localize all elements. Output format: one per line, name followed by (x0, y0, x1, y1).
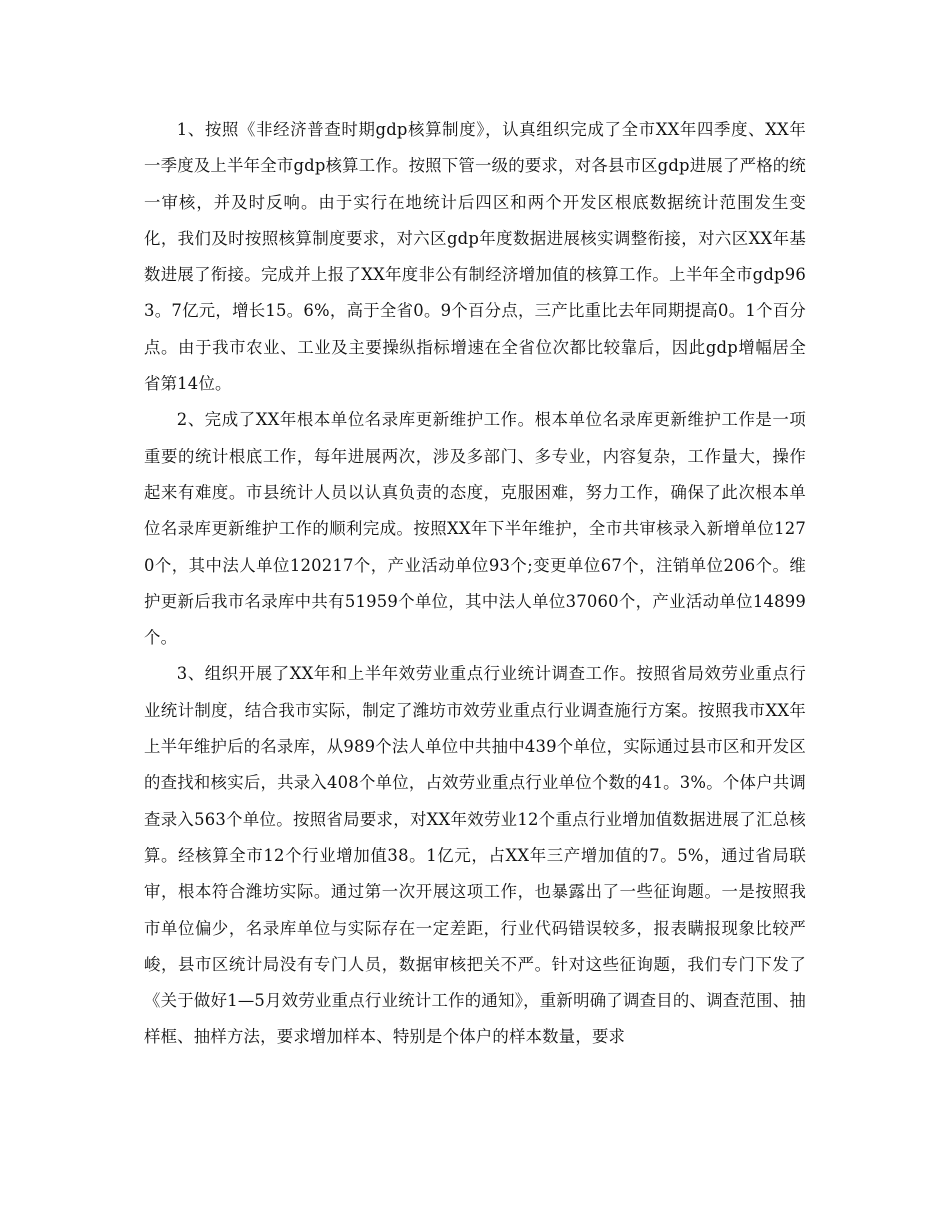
paragraph-gdp-accounting: 1、按照《非经济普查时期gdp核算制度》，认真组织完成了全市XX年四季度、XX年一季度及上半年全市gdp核算工作。按照下管一级的要求，对各县市区gdp进展了严格的统一审核，并及时反响。由于实行在地统计后四区和两个开发区根底数据统计范围发生变化，我们及时按照核算制度要求，对六区gdp年度数据进展核实调整衔接，对六区XX年基数进展了衔接。完成并上报了XX年度非公有制经济增加值的核算工作。上半年全市gdp963。7亿元，增长15。6%，高于全省0。9个百分点，三产比重比去年同期提高0。1个百分点。由于我市农业、工业及主要操纵指标增速在全省位次都比较靠后，因此gdp增幅居全省第14位。 (144, 120, 806, 394)
paragraph-service-survey: 3、组织开展了XX年和上半年效劳业重点行业统计调查工作。按照省局效劳业重点行业统计制度，结合我市实际，制定了潍坊市效劳业重点行业调查施行方案。按照我市XX年上半年维护后的名录库，从989个法人单位中共抽中439个单位，实际通过县市区和开发区的查找和核实后，共录入408个单位，占效劳业重点行业单位个数的41。3%。个体户共调查录入563个单位。按照省局要求，对XX年效劳业12个重点行业增加值数据进展了汇总核算。经核算全市12个行业增加值38。1亿元，占XX年三产增加值的7。5%，通过省局联审，根本符合潍坊实际。通过第一次开展这项工作，也暴露出了一些征询题。一是按照我市单位偏少，名录库单位与实际存在一定差距，行业代码错误较多，报表瞒报现象比较严峻，县市区统计局没有专门人员，数据审核把关不严。针对这些征询题，我们专门下发了《关于做好1—5月效劳业重点行业统计工作的通知》，重新明确了调查目的、调查范围、抽样框、抽样方法，要求增加样本、特别是个体户的样本数量，要求 (144, 664, 806, 1047)
document-body (144, 112, 806, 1056)
paragraph-unit-registry: 2、完成了XX年根本单位名录库更新维护工作。根本单位名录库更新维护工作是一项重要的统计根底工作，每年进展两次，涉及多部门、多专业，内容复杂，工作量大，操作起来有难度。市县统计人员以认真负责的态度，克服困难，努力工作，确保了此次根本单位名录库更新维护工作的顺利完成。按照XX年下半年维护，全市共审核录入新增单位1270个，其中法人单位120217个，产业活动单位93个;变更单位67个，注销单位206个。维护更新后我市名录库中共有51959个单位，其中法人单位37060个，产业活动单位14899个。 (144, 410, 806, 648)
